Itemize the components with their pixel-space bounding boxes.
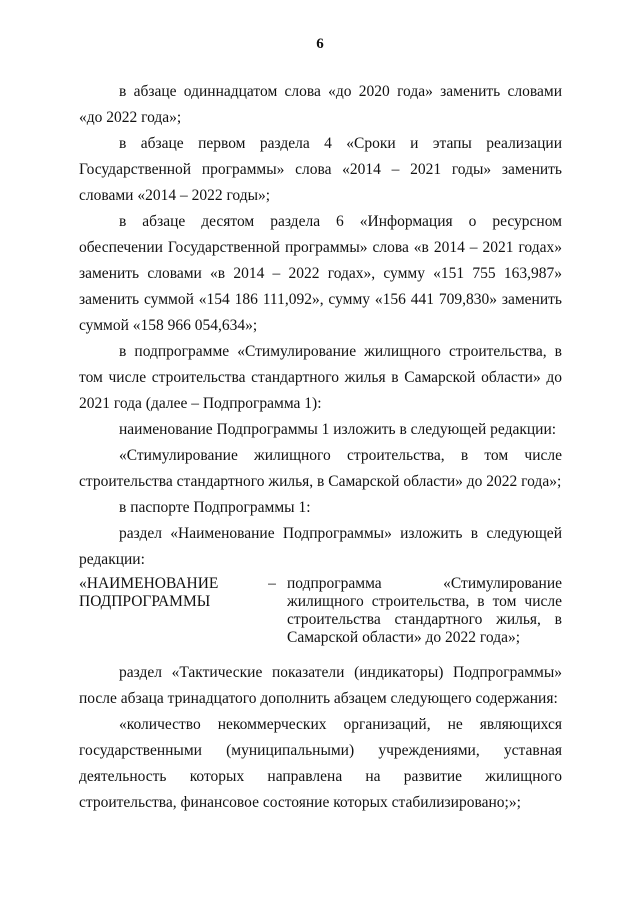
passport-label: «НАИМЕНОВАНИЕ ПОДПРОГРАММЫ xyxy=(79,575,219,610)
paragraph: раздел «Наименование Подпрограммы» изложить в следующей редакции: xyxy=(79,525,562,568)
paragraph: в абзаце первом раздела 4 «Сроки и этапы реализации Государственной программы» слова «2014 – 2021 годы» заменить словами «2014 – 2022 годы»; xyxy=(79,135,562,204)
paragraph: «количество некоммерческих организаций, не являющихся государственными (муниципальными) учреждениями, уставная деятельность которых направлена на развитие жилищного строительства, финансовое состояние которых стабилизировано;»; xyxy=(79,716,562,811)
document-body xyxy=(79,79,562,816)
paragraph: раздел «Тактические показатели (индикаторы) Подпрограммы» после абзаца тринадцатого дополнить абзацем следующего содержания: xyxy=(79,664,562,707)
passport-table xyxy=(79,575,562,647)
paragraph: в абзаце одиннадцатом слова «до 2020 года» заменить словами «до 2022 года»; xyxy=(79,83,562,126)
page-number: 6 xyxy=(316,36,324,52)
paragraph: в подпрограмме «Стимулирование жилищного строительства, в том числе строительства стандартного жилья в Самарской области» до 2021 года (далее – Подпрограмма 1): xyxy=(79,343,562,412)
paragraph: в паспорте Подпрограммы 1: xyxy=(119,499,311,516)
spacer xyxy=(79,647,562,660)
passport-value: подпрограмма «Стимулирование жилищного строительства, в том числе строительства стандартного жилья, в Самарской области» до 2022 года»; xyxy=(287,575,562,646)
paragraph: в абзаце десятом раздела 6 «Информация о ресурсном обеспечении Государственной программы» слова «в 2014 – 2021 годах» заменить словами «в 2014 – 2022 годах», сумму «151 755 163,987» заменить суммой «154 186 111,092», сумму «156 441 709,830» заменить суммой «158 966 054,634»; xyxy=(79,213,562,334)
paragraph: «Стимулирование жилищного строительства, в том числе строительства стандартного жилья, в Самарской области» до 2022 года»; xyxy=(79,447,562,490)
paragraph: наименование Подпрограммы 1 изложить в следующей редакции: xyxy=(119,421,557,438)
passport-dash: – xyxy=(268,575,276,592)
